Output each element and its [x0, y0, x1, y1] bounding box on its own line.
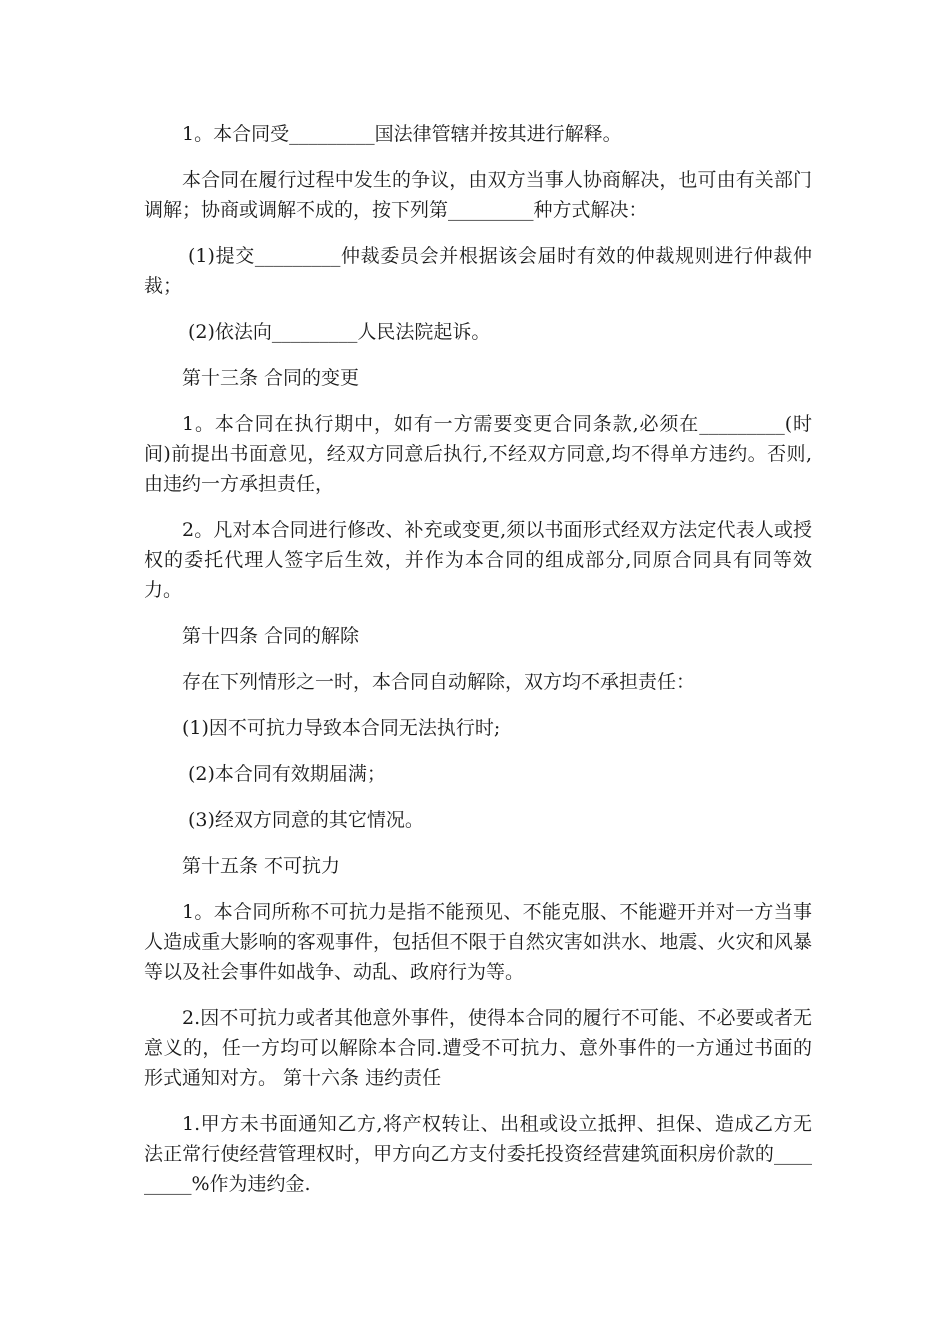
- termination-item-3: (3)经双方同意的其它情况。: [188, 809, 424, 831]
- article-13-heading: 第十三条 合同的变更: [182, 367, 360, 389]
- clause-dispute-resolution: 本合同在履行过程中发生的争议，由双方当事人协商解决，也可由有关部门调解；协商或调解不成的，按下列第_________种方式解决：: [144, 169, 812, 221]
- termination-item-2: (2)本合同有效期届满；: [188, 763, 386, 785]
- dispute-option-arbitration: (1)提交_________仲裁委员会并根据该会届时有效的仲裁规则进行仲裁仲裁；: [144, 245, 812, 297]
- article-15-clause-1: 1。本合同所称不可抗力是指不能预见、不能克服、不能避开并对一方当事人造成重大影响的客观事件，包括但不限于自然灾害如洪水、地震、火灾和风暴等以及社会事件如战争、动乱、政府行为等。: [144, 901, 812, 983]
- dispute-option-court: (2)依法向_________人民法院起诉。: [188, 321, 491, 343]
- article-14-intro: 存在下列情形之一时，本合同自动解除，双方均不承担责任：: [182, 671, 696, 693]
- termination-item-1: (1)因不可抗力导致本合同无法执行时;: [182, 717, 501, 739]
- article-13-clause-2: 2。凡对本合同进行修改、补充或变更,须以书面形式经双方法定代表人或授权的委托代理人签字后生效，并作为本合同的组成部分,同原合同具有同等效力。: [144, 519, 812, 601]
- article-14-heading: 第十四条 合同的解除: [182, 625, 360, 647]
- article-16-clause-1: 1.甲方未书面通知乙方,将产权转让、出租或设立抵押、担保、造成乙方无法正常行使经营管理权时，甲方向乙方支付委托投资经营建筑面积房价款的_________%作为违约金.: [144, 1113, 812, 1195]
- document-body: [144, 119, 812, 1215]
- article-15-clause-2: 2.因不可抗力或者其他意外事件，使得本合同的履行不可能、不必要或者无意义的，任一方均可以解除本合同.遭受不可抗力、意外事件的一方通过书面的形式通知对方。 第十六条 违约责任: [144, 1007, 812, 1089]
- article-13-clause-1: 1。本合同在执行期中，如有一方需要变更合同条款,必须在_________(时间)前提出书面意见，经双方同意后执行,不经双方同意,均不得单方违约。否则,由违约一方承担责任，: [144, 413, 812, 495]
- clause-governing-law: 1。本合同受_________国法律管辖并按其进行解释。: [182, 123, 622, 145]
- article-15-heading: 第十五条 不可抗力: [182, 855, 341, 877]
